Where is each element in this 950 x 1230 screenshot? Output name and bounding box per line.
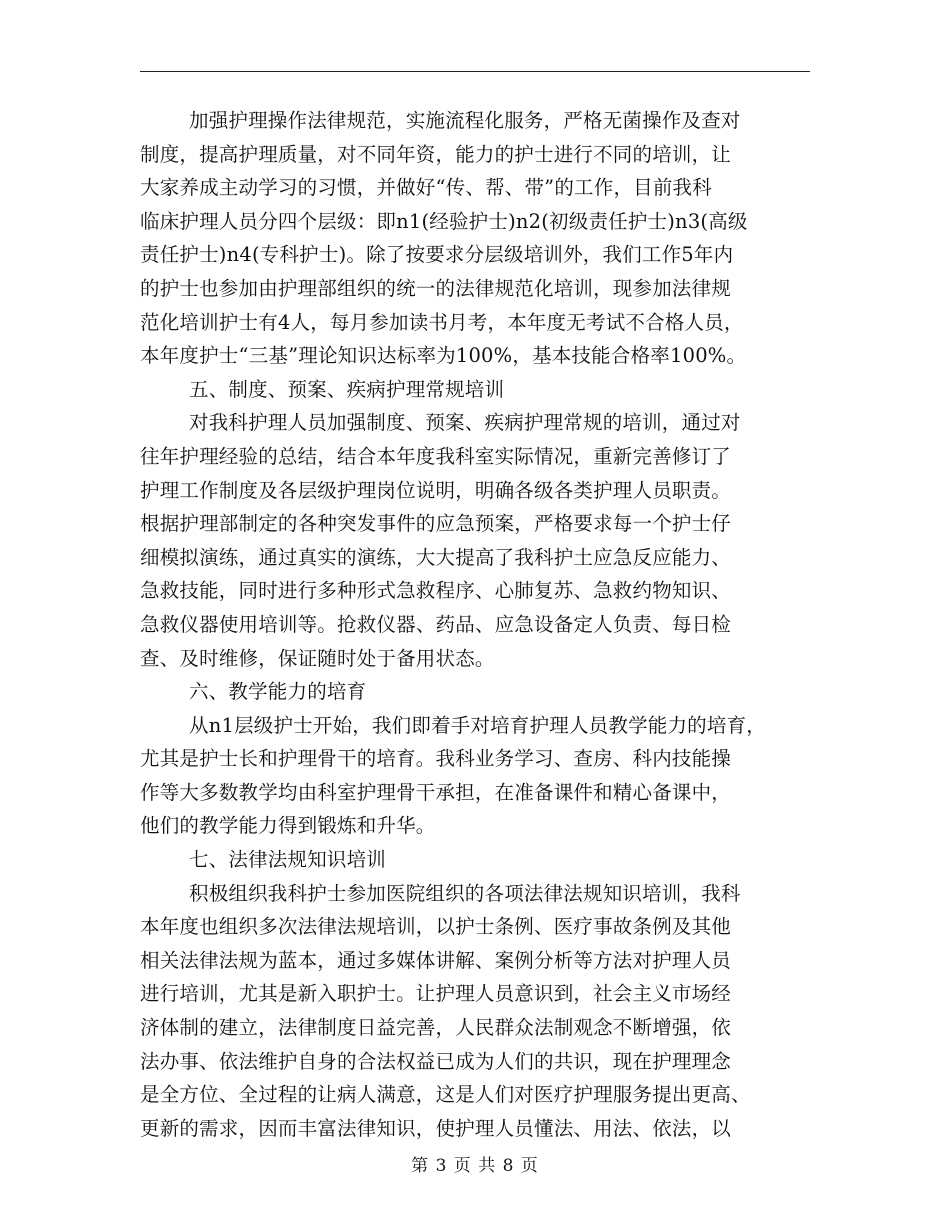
paragraph-line: 本年度护士“三基”理论知识达标率为100%，基本技能合格率100%。 [140, 344, 747, 368]
paragraph-line: 查、及时维修，保证随时处于备用状态。 [140, 646, 495, 670]
paragraph-line: 尤其是护士长和护理骨干的培育。我科业务学习、查房、科内技能操 [140, 747, 732, 771]
paragraph-line: 根据护理部制定的各种突发事件的应急预案，严格要求每一个护士仔 [140, 512, 732, 536]
paragraph-line: 往年护理经验的总结，结合本年度我科室实际情况，重新完善修订了 [140, 444, 732, 468]
paragraph-line: 对我科护理人员加强制度、预案、疾病护理常规的培训，通过对 [189, 411, 741, 435]
paragraph-line: 更新的需求，因而丰富法律知识，使护理人员懂法、用法、依法，以 [140, 1116, 732, 1140]
paragraph-line: 细模拟演练，通过真实的演练，大大提高了我科护土应急反应能力、 [140, 545, 732, 569]
section-heading: 七、法律法规知识培训 [189, 848, 387, 872]
section-heading: 六、教学能力的培育 [189, 680, 367, 704]
paragraph-line: 加强护理操作法律规范，实施流程化服务，严格无菌操作及查对 [189, 109, 741, 132]
paragraph-line: 范化培训护士有4人，每月参加读书月考，本年度无考试不合格人员， [140, 310, 744, 334]
paragraph-line: 制度，提高护理质量，对不同年资，能力的护士进行不同的培训，让 [140, 142, 732, 166]
paragraph-line: 法办事、依法维护自身的合法权益已成为人们的共识，现在护理理念 [140, 1049, 732, 1073]
page-number-footer: 第 3 页 共 8 页 [411, 1156, 539, 1176]
header-rule [140, 71, 810, 72]
paragraph-line: 急救仪器使用培训等。抢救仪器、药品、应急设备定人负责、每日检 [140, 612, 732, 636]
paragraph-line: 护理工作制度及各层级护理岗位说明，明确各级各类护理人员职责。 [140, 478, 732, 502]
paragraph-line: 临床护理人员分四个层级：即n1(经验护士)n2(初级责任护士)n3(高级 [140, 209, 748, 233]
section-heading: 五、制度、预案、疾病护理常规培训 [189, 377, 505, 401]
paragraph-line: 济体制的建立，法律制度日益完善，人民群众法制观念不断增强，依 [140, 1016, 732, 1040]
paragraph-line: 是全方位、全过程的让病人满意，这是人们对医疗护理服务提出更高、 [140, 1083, 751, 1107]
paragraph-line: 责任护士)n4(专科护士)。除了按要求分层级培训外，我们工作5年内 [140, 243, 734, 267]
document-body [140, 104, 820, 1145]
paragraph-line: 进行培训，尤其是新入职护士。让护理人员意识到，社会主义市场经 [140, 982, 732, 1006]
paragraph-line: 本年度也组织多次法律法规培训，以护士条例、医疗事故条例及其他 [140, 915, 732, 939]
paragraph-line: 积极组织我科护士参加医院组织的各项法律法规知识培训，我科 [189, 881, 741, 905]
paragraph-line: 大家养成主动学习的习惯，并做好“传、帮、带”的工作，目前我科 [140, 176, 712, 200]
paragraph-line: 他们的教学能力得到锻炼和升华。 [140, 814, 436, 838]
paragraph-line: 急救技能，同时进行多种形式急救程序、心肺复苏、急救约物知识、 [140, 579, 732, 603]
paragraph-line: 的护士也参加由护理部组织的统一的法律规范化培训，现参加法律规 [140, 276, 732, 300]
paragraph-line: 相关法律法规为蓝本，通过多媒体讲解、案例分析等方法对护理人员 [140, 948, 732, 972]
paragraph-line: 作等大多数教学均由科室护理骨干承担，在准备课件和精心备课中， [140, 780, 732, 804]
paragraph-line: 从n1层级护士开始，我们即着手对培育护理人员教学能力的培育， [189, 713, 766, 737]
